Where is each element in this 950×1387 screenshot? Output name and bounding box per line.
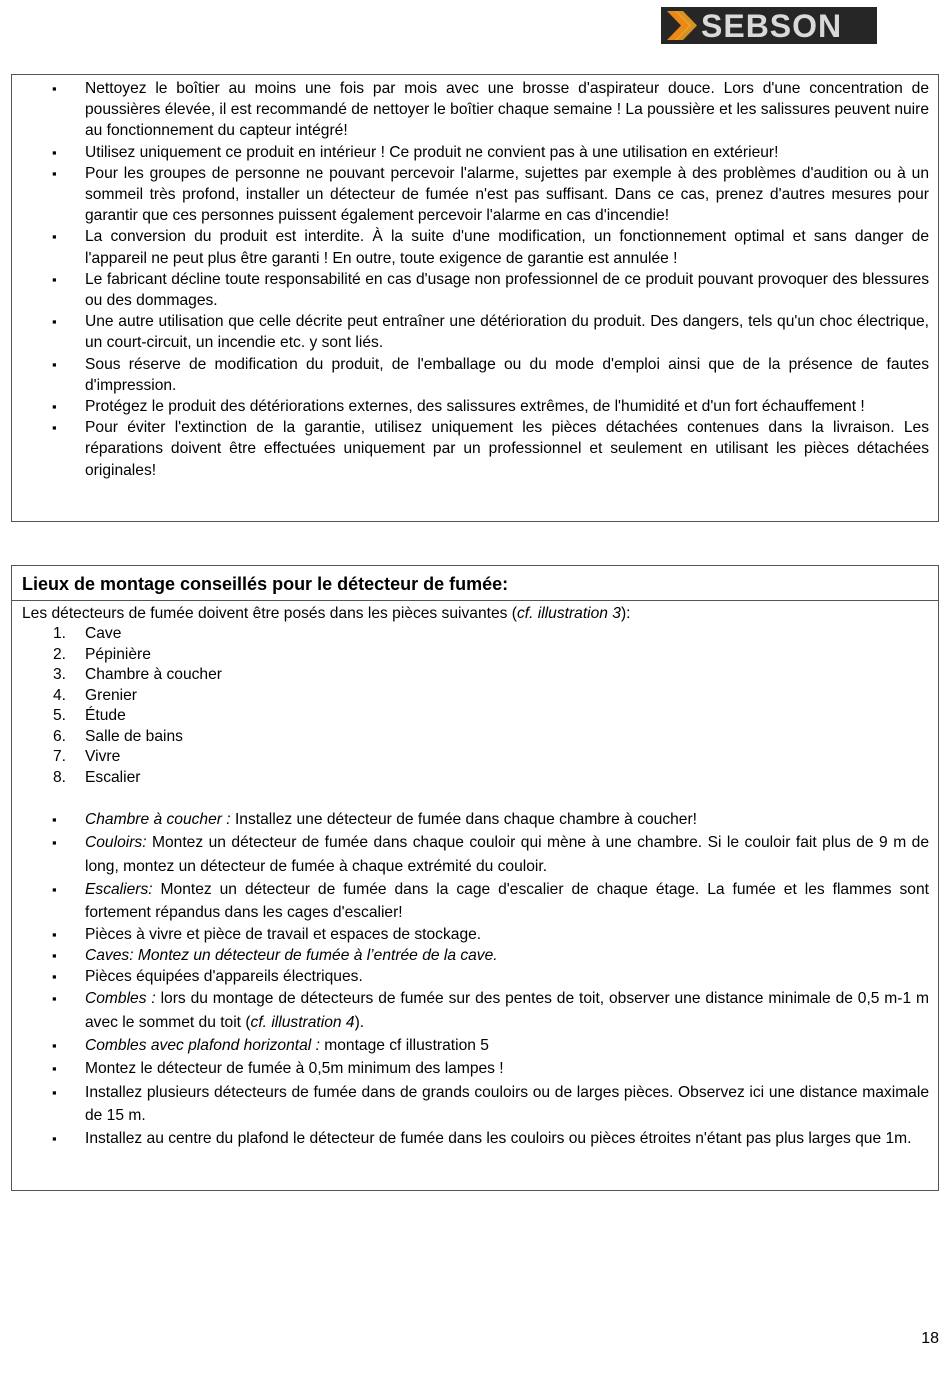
list-item: 6. Salle de bains [53,727,183,745]
intro-text-end: ): [620,605,631,622]
list-item: 7. Vivre [53,748,121,765]
list-item: ▪ Pièces à vivre et pièce de travail et espaces de stockage. [12,924,938,945]
list-item: ▪ Une autre utilisation que celle décrite peut entraîner une détérioration du produit. Des dangers, tels qu'un choc électrique, un court-circuit, un incendie etc. y sont liés. [12,311,938,353]
chevron-logo-icon [665,9,701,42]
mounting-tips-list [12,808,938,1151]
intro-text: Les détecteurs de fumée doivent être posés dans les pièces suivantes ( [22,605,517,622]
list-item: 2. Pépinière [53,645,151,663]
page-number: 18 [921,1330,939,1347]
list-item: ▪ Combles avec plafond horizontal : montage cf illustration 5 [12,1034,938,1057]
list-item: 5. Étude [53,707,126,724]
section-header [12,566,938,601]
list-item: ▪ Protégez le produit des détériorations externes, des salissures extrêmes, de l'humidité et d'un fort échauffement ! [12,396,938,417]
mounting-locations-box [11,565,939,1191]
list-item: ▪ Montez le détecteur de fumée à 0,5m minimum des lampes ! [12,1057,938,1080]
list-item: 3. Chambre à coucher [53,666,222,683]
list-item: ▪ Chambre à coucher : Installez une détecteur de fumée dans chaque chambre à coucher! [12,808,938,831]
list-item: 8. Escalier [53,768,141,786]
list-item: ▪ La conversion du produit est interdite. À la suite d'une modification, un fonctionnement optimal et sans danger de l'appareil ne peut plus être garanti ! En outre, toute exigence de garantie est annulée ! [12,226,938,268]
list-item: ▪ Pièces équipées d'appareils électriques. [12,966,938,987]
safety-notes-box [11,74,939,522]
list-item: 4. Grenier [53,686,137,704]
list-item: ▪ Pour les groupes de personne ne pouvant percevoir l'alarme, sujettes par exemple à des problèmes d'audition ou à un sommeil très profond, installer un détecteur de fumée n'est pas suffisant. Dans ce cas, prenez d'autres mesures pour garantir que ces personnes puissent également percevoir l'alarme en cas d'incendie! [12,163,938,227]
list-item: ▪ Escaliers: Montez un détecteur de fumée dans la cage d'escalier de chaque étage. La fumée et les flammes sont fortement répandus dans les cages d'escalier! [12,878,938,925]
section-title: Lieux de montage conseillés pour le détecteur de fumée: [22,574,509,594]
list-item: ▪ Pour éviter l'extinction de la garantie, utilisez uniquement les pièces détachées contenues dans la livraison. Les réparations doivent être effectuées uniquement par un professionnel et seulement en utilisant les pièces détachées originales! [12,417,938,481]
list-item: ▪ Sous réserve de modification du produit, de l'emballage ou du mode d'emploi ainsi que de la présence de fautes d'impression. [12,354,938,396]
list-item: ▪ Caves: Montez un détecteur de fumée à l’entrée de la cave. [12,945,938,966]
list-item: ▪ Le fabricant décline toute responsabilité en cas d'usage non professionnel de ce produit pouvant provoquer des blessures ou des dommages. [12,269,938,311]
safety-list [12,78,938,481]
list-item: ▪ Combles : lors du montage de détecteurs de fumée sur des pentes de toit, observer une distance minimale de 0,5 m-1 m avec le sommet du toit (cf. illustration 4). [12,987,938,1034]
sebson-logo [661,7,877,44]
list-item: ▪ Couloirs: Montez un détecteur de fumée dans chaque couloir qui mène à une chambre. Si le couloir fait plus de 9 m de long, montez un détecteur de fumée à chaque extrémité du couloir. [12,831,938,878]
illustration-ref: cf. illustration 3 [516,605,621,622]
list-item: ▪ Installez au centre du plafond le détecteur de fumée dans les couloirs ou pièces étroites n'étant pas plus larges que 1m. [12,1127,938,1150]
mounting-intro [22,604,631,624]
list-item: ▪ Utilisez uniquement ce produit en intérieur ! Ce produit ne convient pas à une utilisation en extérieur! [12,142,938,163]
rooms-list [12,624,222,788]
brand-name: SEBSON [701,8,843,44]
list-item: 1. Cave [53,625,122,642]
list-item: ▪ Installez plusieurs détecteurs de fumée dans de grands couloirs ou de larges pièces. Observez ici une distance maximale de 15 m. [12,1081,938,1128]
list-item: ▪ Nettoyez le boîtier au moins une fois par mois avec une brosse d'aspirateur douce. Lors d'une concentration de poussières élevée, il est recommandé de nettoyer le boîtier chaque semaine ! La poussière et les salissures peuvent nuire au fonctionnement du capteur intégré! [12,78,938,142]
